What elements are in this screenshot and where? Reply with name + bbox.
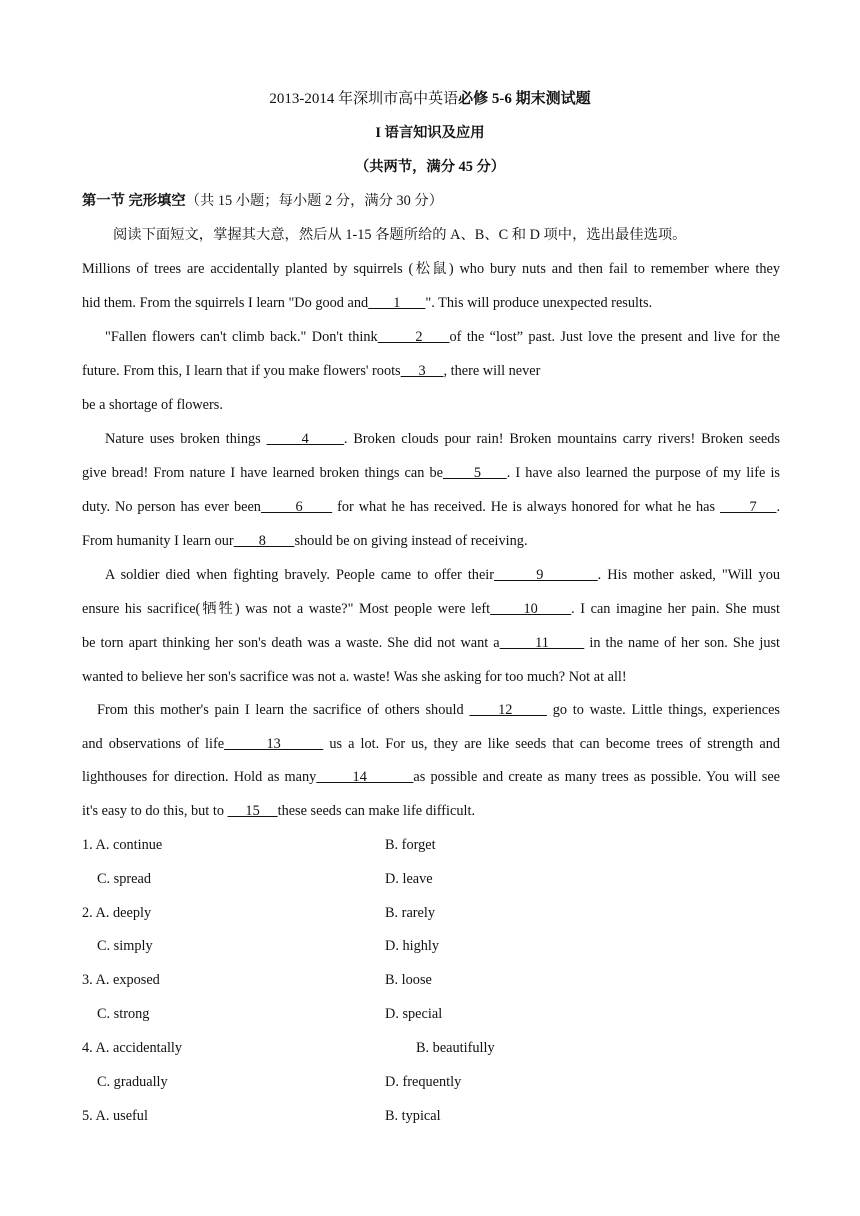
option-left: C. strong <box>97 1006 150 1022</box>
option-left: 1. A. continue <box>82 837 163 853</box>
option-row <box>82 835 162 855</box>
score-note: （共两节，满分 45 分） <box>354 159 506 175</box>
passage-line-12 <box>82 633 780 653</box>
passage-line-15 <box>82 734 780 754</box>
passage-line-16 <box>82 767 780 787</box>
option-right: B. typical <box>385 1108 441 1124</box>
text: . His mother asked, "Will you <box>597 567 780 583</box>
title-prefix: 2013-2014 年深圳市高中英语 <box>269 91 459 107</box>
blank-3: 3 <box>400 363 444 379</box>
part-heading: I 语言知识及应用 <box>375 125 485 141</box>
passage-line-5: be a shortage of flowers. <box>82 397 223 413</box>
option-right: B. loose <box>385 972 432 988</box>
option-right: B. forget <box>385 837 436 853</box>
section-title: 第一节 完形填空 <box>82 193 186 209</box>
option-left: 4. A. accidentally <box>82 1040 183 1056</box>
passage-line-4 <box>82 361 540 381</box>
blank-11: 11 <box>499 635 585 651</box>
text: future. From this, I learn that if you make flowers' roots <box>82 363 401 379</box>
passage-line-10 <box>105 565 780 585</box>
blank-4: 4 <box>266 431 344 447</box>
text: go to waste. Little things, experiences <box>546 702 780 718</box>
passage-line-1: Millions of trees are accidentally planted by squirrels (松鼠) who bury nuts and then fail to remember where they <box>82 261 780 277</box>
passage-line-8 <box>82 497 780 517</box>
passage-line-13: wanted to believe her son's sacrifice was not a. waste! Was she asking for too much? Not at all! <box>82 669 627 685</box>
option-right: B. rarely <box>385 905 436 921</box>
text: . Broken clouds pour rain! Broken mountains carry rivers! Broken seeds <box>343 431 780 447</box>
text: A soldier died when fighting bravely. People came to offer their <box>105 567 495 583</box>
text: ". This will produce unexpected results. <box>425 295 653 311</box>
option-left: 3. A. exposed <box>82 972 160 988</box>
option-left: 5. A. useful <box>82 1108 148 1124</box>
blank-9: 9 <box>494 567 598 583</box>
option-left: C. simply <box>97 938 153 954</box>
text: ensure his sacrifice(牺牲) was not a waste?" Most people were left <box>82 601 491 617</box>
text: as possible and create as many trees as possible. You will see <box>413 769 781 785</box>
blank-5: 5 <box>443 465 507 481</box>
text: . <box>776 499 781 515</box>
text: in the name of her son. She just <box>584 635 781 651</box>
title-suffix: 必修 5-6 期末测试题 <box>458 91 591 107</box>
text: , there will never <box>443 363 541 379</box>
document-title <box>0 89 860 109</box>
text: . I can imagine her pain. She must <box>571 601 781 617</box>
text: us a lot. For us, they are like seeds that can become trees of strength and <box>323 736 781 752</box>
text: it's easy to do this, but to <box>82 803 228 819</box>
section-heading <box>82 191 443 211</box>
blank-10: 10 <box>490 601 572 617</box>
blank-14: 14 <box>316 769 414 785</box>
blank-6: 6 <box>260 499 333 515</box>
text: of the “lost” past. Just love the present and live for the <box>449 329 780 345</box>
blank-1: 1 <box>368 295 426 311</box>
text: From humanity I learn our <box>82 533 234 549</box>
option-right: B. beautifully <box>416 1040 495 1056</box>
blank-15: 15 <box>227 803 278 819</box>
blank-13: 13 <box>224 736 324 752</box>
blank-8: 8 <box>233 533 295 549</box>
text: give bread! From nature I have learned broken things can be <box>82 465 444 481</box>
passage-line-6 <box>105 429 780 449</box>
blank-7: 7 <box>719 499 777 515</box>
option-right: D. frequently <box>385 1074 462 1090</box>
text: be torn apart thinking her son's death was a waste. She did not want a <box>82 635 500 651</box>
text: Nature uses broken things <box>105 431 267 447</box>
option-right: D. highly <box>385 938 440 954</box>
text: . I have also learned the purpose of my life is <box>506 465 780 481</box>
passage-line-11 <box>82 599 780 619</box>
text: should be on giving instead of receiving. <box>294 533 528 549</box>
passage-line-2 <box>82 293 652 313</box>
blank-2: 2 <box>377 329 450 345</box>
passage-line-3 <box>105 327 780 347</box>
text: "Fallen flowers can't climb back." Don't think <box>105 329 378 345</box>
option-left: 2. A. deeply <box>82 905 152 921</box>
section-note: （共 15 小题；每小题 2 分，满分 30 分） <box>185 193 443 209</box>
option-right: D. special <box>385 1006 443 1022</box>
instruction: 阅读下面短文，掌握其大意，然后从 1-15 各题所给的 A、B、C 和 D 项中，选出最佳选项。 <box>113 227 687 243</box>
passage-line-17 <box>82 801 475 821</box>
passage-line-7 <box>82 463 780 483</box>
text: for what he has received. He is always honored for what he has <box>332 499 720 515</box>
option-left: C. gradually <box>97 1074 168 1090</box>
text: duty. No person has ever been <box>82 499 261 515</box>
option-left: C. spread <box>97 871 151 887</box>
blank-12: 12 <box>469 702 547 718</box>
text: hid them. From the squirrels I learn "Do good and <box>82 295 369 311</box>
text: these seeds can make life difficult. <box>277 803 476 819</box>
text: and observations of life <box>82 736 225 752</box>
text: lighthouses for direction. Hold as many <box>82 769 317 785</box>
passage-line-9 <box>82 531 528 551</box>
option-right: D. leave <box>385 871 433 887</box>
passage-line-14 <box>97 700 780 720</box>
text: From this mother's pain I learn the sacrifice of others should <box>97 702 470 718</box>
